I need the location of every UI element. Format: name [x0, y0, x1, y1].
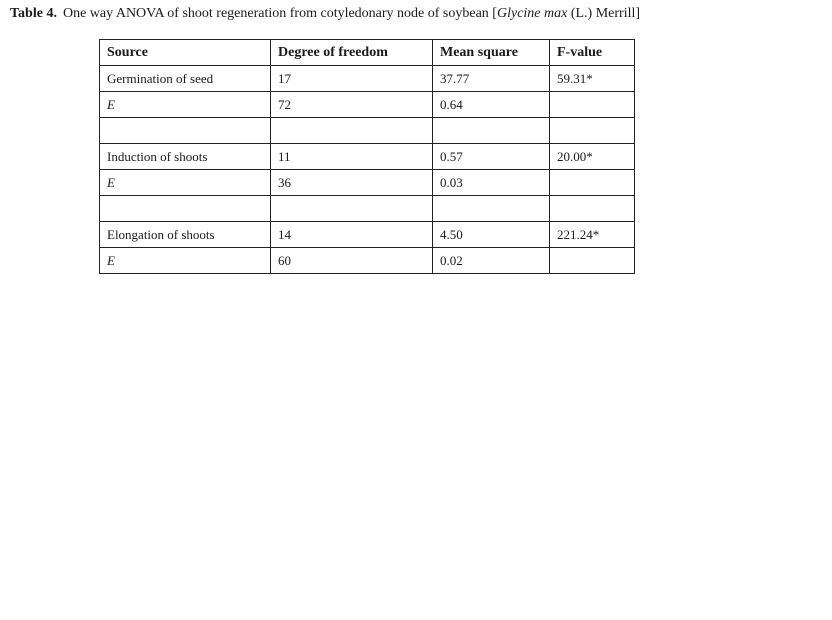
header-f-value: F-value	[550, 40, 635, 66]
empty-cell	[550, 196, 635, 222]
empty-cell	[550, 118, 635, 144]
header-row	[100, 40, 635, 66]
mean-square-cell: 4.50	[433, 222, 550, 248]
table-row	[100, 92, 635, 118]
f-value-cell: 221.24*	[550, 222, 635, 248]
caption-text: One way ANOVA of shoot regeneration from cotyledonary node of soybean [	[62, 6, 497, 21]
table-row	[100, 248, 635, 274]
df-cell: 72	[271, 92, 433, 118]
empty-cell	[100, 118, 271, 144]
source-cell: Germination of seed	[100, 66, 271, 92]
table-label: Table 4.	[10, 6, 57, 21]
df-cell: 60	[271, 248, 433, 274]
empty-cell	[433, 118, 550, 144]
f-value-cell	[550, 92, 635, 118]
header-source: Source	[100, 40, 271, 66]
empty-cell	[271, 196, 433, 222]
spacer-row	[100, 196, 635, 222]
anova-table	[99, 39, 635, 274]
f-value-cell: 59.31*	[550, 66, 635, 92]
df-cell: 14	[271, 222, 433, 248]
empty-cell	[271, 118, 433, 144]
caption-text-tail: (L.) Merrill]	[567, 6, 641, 21]
header-degree-of-freedom: Degree of freedom	[271, 40, 433, 66]
df-cell: 17	[271, 66, 433, 92]
table-row	[100, 170, 635, 196]
mean-square-cell: 0.57	[433, 144, 550, 170]
spacer-row	[100, 118, 635, 144]
mean-square-cell: 0.03	[433, 170, 550, 196]
f-value-cell	[550, 248, 635, 274]
empty-cell	[100, 196, 271, 222]
empty-cell	[433, 196, 550, 222]
df-cell: 36	[271, 170, 433, 196]
source-cell: Elongation of shoots	[100, 222, 271, 248]
f-value-cell: 20.00*	[550, 144, 635, 170]
source-cell: E	[100, 248, 271, 274]
table-row	[100, 222, 635, 248]
table-row	[100, 144, 635, 170]
f-value-cell	[550, 170, 635, 196]
mean-square-cell: 0.02	[433, 248, 550, 274]
source-cell: E	[100, 92, 271, 118]
caption-species: Glycine max	[496, 6, 568, 21]
df-cell: 11	[271, 144, 433, 170]
table-caption	[10, 6, 640, 22]
header-mean-square: Mean square	[433, 40, 550, 66]
source-cell: Induction of shoots	[100, 144, 271, 170]
table-row	[100, 66, 635, 92]
mean-square-cell: 37.77	[433, 66, 550, 92]
mean-square-cell: 0.64	[433, 92, 550, 118]
source-cell: E	[100, 170, 271, 196]
